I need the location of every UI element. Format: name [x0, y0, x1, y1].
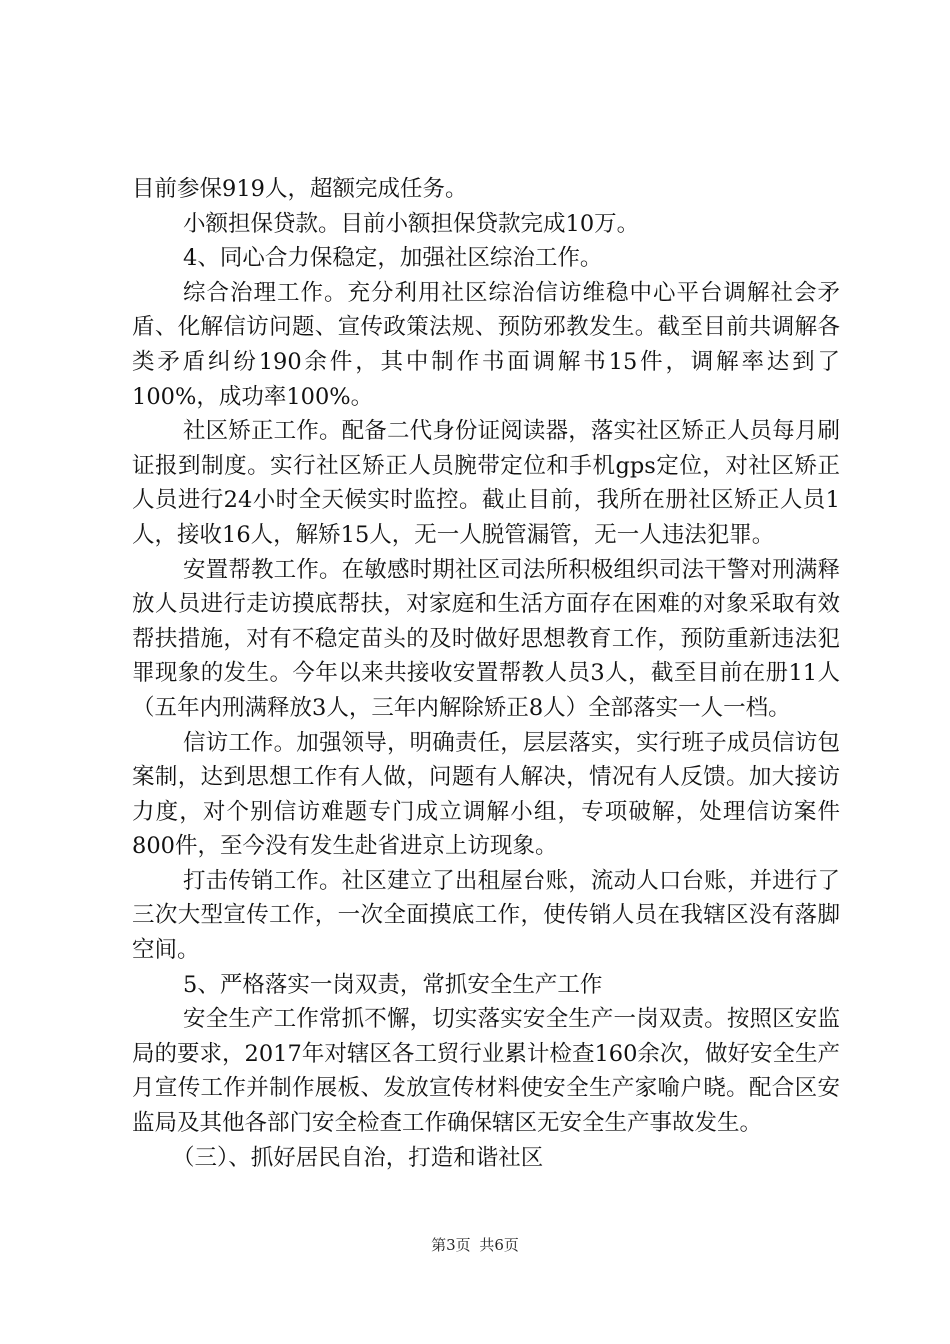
paragraph-comprehensive-governance: 综合治理工作。充分利用社区综治信访维稳中心平台调解社会矛盾、化解信访问题、宣传政策法规、预防邪教发生。截至目前共调解各类矛盾纠纷190余件，其中制作书面调解书15件，调解率达到了100%，成功率100%。 — [132, 279, 840, 410]
section-heading-5: 5、严格落实一岗双责，常抓安全生产工作 — [183, 971, 603, 998]
paragraph-insurance-count: 目前参保919人，超额完成任务。 — [132, 176, 468, 202]
page-number: 第3页 — [431, 1236, 471, 1254]
paragraph-resettlement: 安置帮教工作。在敏感时期社区司法所积极组织司法干警对刑满释放人员进行走访摸底帮扶，对家庭和生活方面存在困难的对象采取有效帮扶措施，对有不稳定苗头的及时做好思想教育工作，预防重新违法犯罪现象的发生。今年以来共接收安置帮教人员3人，截至目前在册11人（五年内刑满释放3人，三年内解除矫正8人）全部落实一人一档。 — [132, 556, 840, 721]
paragraph-safety-production: 安全生产工作常抓不懈，切实落实安全生产一岗双责。按照区安监局的要求，2017年对辖区各工贸行业累计检查160余次，做好安全生产月宣传工作并制作展板、发放宣传材料使安全生产家喻户晓。配合区安监局及其他各部门安全检查工作确保辖区无安全生产事故发生。 — [132, 1006, 840, 1137]
page-total: 共6页 — [479, 1236, 519, 1254]
paragraph-community-correction: 社区矫正工作。配备二代身份证阅读器，落实社区矫正人员每月刷证报到制度。实行社区矫正人员腕带定位和手机gps定位，对社区矫正人员进行24小时全天候实时监控。截止目前，我所在册社区矫正人员1人，接收16人，解矫15人，无一人脱管漏管，无一人违法犯罪。 — [132, 418, 840, 548]
document-body — [132, 172, 840, 1175]
section-heading-3: （三）、抓好居民自治，打造和谐社区 — [172, 1144, 544, 1171]
paragraph-anti-pyramid-selling: 打击传销工作。社区建立了出租屋台账，流动人口台账，并进行了三次大型宣传工作，一次全面摸底工作，使传销人员在我辖区没有落脚空间。 — [132, 867, 840, 964]
paragraph-petition-work: 信访工作。加强领导，明确责任，层层落实，实行班子成员信访包案制，达到思想工作有人做，问题有人解决，情况有人反馈。加大接访力度，对个别信访难题专门成立调解小组，专项破解，处理信访案件800件，至今没有发生赴省进京上访现象。 — [132, 729, 840, 860]
page-footer — [0, 1234, 950, 1255]
paragraph-small-loans: 小额担保贷款。目前小额担保贷款完成10万。 — [183, 210, 640, 237]
section-heading-4: 4、同心合力保稳定，加强社区综治工作。 — [183, 245, 603, 272]
